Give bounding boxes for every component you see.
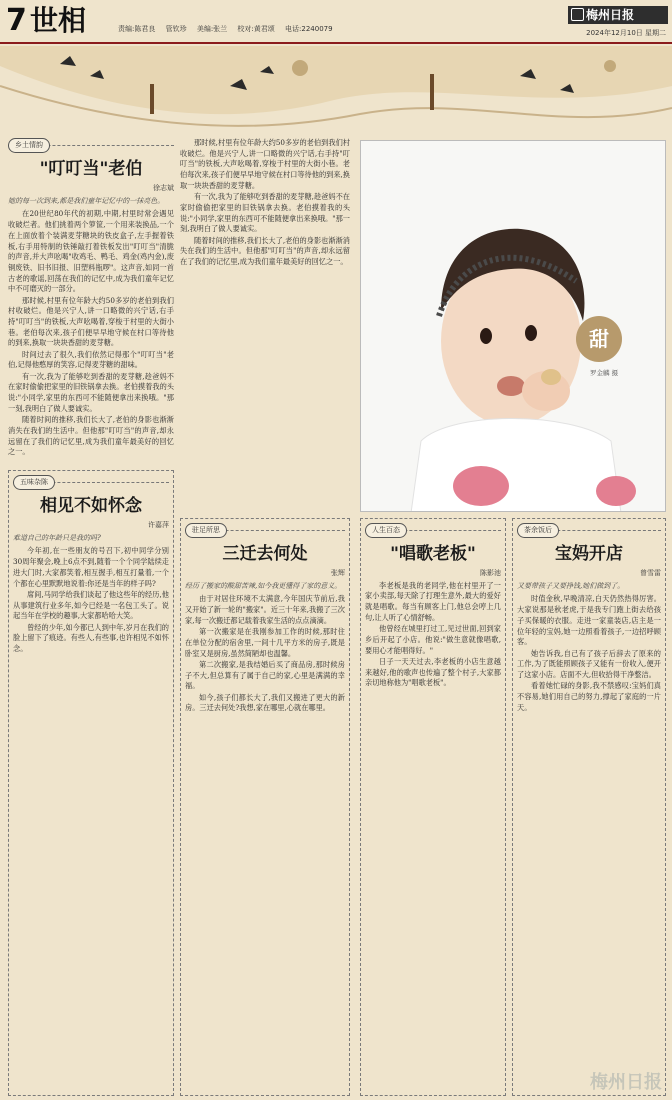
paper-name: 梅州日报 <box>586 8 635 22</box>
article-title: "唱歌老板" <box>390 544 476 564</box>
article-subnote: 又要带孩子又要挣钱,她们做到了。 <box>517 581 625 590</box>
article-mom-shop <box>512 518 666 1096</box>
paragraph: 有一次,我为了能够吃到香甜的麦芽糖,趁爸妈不在家时偷偷把家里的旧铁锅拿去换。老伯摸着我的头说:"小同学,家里的东西可不能随便拿出来换哦。"那一刻,我明白了做人要诚实。 <box>180 192 350 234</box>
paragraph: 曾经的少年,如今都已人到中年,岁月在我们的脸上留下了痕迹。有些人,有些事,也许相见不如怀念。 <box>13 622 169 653</box>
paragraph: 那时候,村里有位年龄大约50多岁的老伯到我们村收破烂。他是兴宁人,讲一口略微的兴宁话,右手持"叮叮当"的铁板,大声吆喝着,穿梭于村里的大街小巷。老伯每次来,孩子们便早早地守候在村口等待他的到来,换取一块块香甜的麦芽糖。 <box>180 138 350 190</box>
byline: 徐志斌 <box>153 184 174 192</box>
tag-line <box>13 475 169 489</box>
paragraph: 那时候,村里有位年龄大约50多岁的老伯到我们村收破烂。他是兴宁人,讲一口略微的兴宁话,右手持"叮叮当"的铁板,大声吆喝着,穿梭于村里的大街小巷。老伯每次来,孩子们便早早地守候在村口等待他的到来,换取一块块香甜的麦芽糖。 <box>8 295 174 348</box>
article-old-man-continued <box>180 138 350 468</box>
byline: 张辉 <box>331 569 345 577</box>
paragraph: 时值金秋,早晚清凉,白天仍然热得厉害。大家说那是秋老虎,于是我专门跑上街去给孩子买保暖的衣服。走进一家童装店,店主是一位年轻的宝妈,她一边照看着孩子,一边招呼顾客。 <box>517 594 661 647</box>
paragraph: 随着时间的推移,我们长大了,老伯的身影也渐渐消失在我们的生活中。但他那"叮叮当"的声音,却永远留在了我们的记忆里,成为我们童年最美好的回忆之一。 <box>8 415 174 457</box>
paragraph: 由于对居住环境不太满意,今年国庆节前后,我又开始了新一轮的"搬家"。近三十年来,我搬了三次家,每一次搬迁都记载着我家生活的点点滴滴。 <box>185 594 345 625</box>
paragraph: 日子一天天过去,李老板的小店生意越来越好,他的歌声也传遍了整个村子,大家都亲切地称他为"唱歌老板"。 <box>365 656 501 688</box>
paragraph: 随着时间的推移,我们长大了,老伯的身影也渐渐消失在我们的生活中。但他那"叮叮当"的声音,却永远留在了我们的记忆里,成为我们童年最美好的回忆之一。 <box>180 235 350 266</box>
paper-watermark: 梅州日报 <box>590 1072 662 1093</box>
article-subnote: 难道自己的年龄只是我的吗? <box>13 533 101 542</box>
article-title: 宝妈开店 <box>555 544 623 564</box>
article-subnote: 经历了搬家的酸甜苦辣,如今我更懂得了家的意义。 <box>185 581 342 590</box>
paragraph: 李老板是我的老同学,他在村里开了一家小卖部,每天除了打理生意外,最大的爱好就是唱歌。每当有顾客上门,他总会哼上几句,让人听了心情舒畅。 <box>365 580 501 622</box>
article-title: 三迁去何处 <box>222 544 308 564</box>
paragraph: 他曾经在城里打过工,见过世面,回到家乡后开起了小店。他说:"做生意就像唱歌,要用心才能唱得好。" <box>365 624 501 655</box>
photo-caption-badge: 甜 <box>576 316 622 362</box>
paragraph: 第一次搬家是在我刚参加工作的时候,那时住在单位分配的宿舍里,一间十几平方米的房子,既是卧室又是厨房,虽然简陋却也温馨。 <box>185 627 345 658</box>
credit-item: 校对:黄君颂 <box>237 25 275 33</box>
tag-line <box>8 138 174 152</box>
page-number: 7 <box>6 3 27 38</box>
column-tag: 驻足所思 <box>185 523 227 538</box>
publication-date: 2024年12月10日 星期二 <box>586 29 666 37</box>
masthead <box>0 0 672 44</box>
article-moving-home <box>180 518 350 1096</box>
paper-logo <box>568 6 668 24</box>
article-old-man <box>8 138 174 468</box>
byline: 许嘉萍 <box>148 521 169 529</box>
credit-item: 电话:2240079 <box>285 25 333 33</box>
paragraph: 她告诉我,自己有了孩子后辞去了原来的工作,为了既能照顾孩子又能有一份收入,便开了这家小店。店面不大,但收拾得干净整洁。 <box>517 648 661 679</box>
paragraph: 第二次搬家,是我结婚后买了商品房,那时候房子不大,但总算有了属于自己的家,心里是满满的幸福。 <box>185 659 345 691</box>
decorative-banner <box>0 46 672 136</box>
editor-credits <box>118 24 341 34</box>
credit-item: 美编:张兰 <box>196 25 228 33</box>
child-eating-illustration <box>361 141 666 512</box>
photo-credit: 罗金麟 摄 <box>590 369 619 377</box>
paragraph: 时间过去了很久,我们依然记得那个"叮叮当"老伯,记得他憨厚的笑容,记得麦芽糖的甜味。 <box>8 349 174 370</box>
article-title: "叮叮当"老伯 <box>39 159 143 179</box>
credit-item: 责编:陈君良 <box>118 25 156 33</box>
paragraph: 如今,孩子们都长大了,我们又搬进了更大的新房。三迁去何处?我想,家在哪里,心就在哪里。 <box>185 692 345 713</box>
article-reunion <box>8 470 174 1096</box>
byline: 陈影池 <box>480 569 501 577</box>
column-tag: 茶余饭后 <box>517 523 559 538</box>
paragraph: 席间,马同学给我们谈起了他这些年的经历,他从事建筑行业多年,如今已经是一名包工头了。说起当年在学校的趣事,大家都哈哈大笑。 <box>13 589 169 621</box>
tag-line <box>185 523 345 537</box>
section-title: 世相 <box>30 4 87 37</box>
article-singing-boss <box>360 518 506 1096</box>
logo-mark-icon <box>571 8 584 21</box>
paragraph: 今年初,在一些朋友的号召下,初中同学分别30周年聚会,晚上6点不到,随着一个个同学陆续走进大门时,大家都笑着,相互握手,相互打量着,一个个都在心里默默地说着:你还是当年的样子吗? <box>13 546 169 588</box>
paragraph: 在20世纪80年代的初期,中期,村里时常会遇见收破烂者。他们挑着两个箩筐,一个用来装换品,一个在上面放着个装满麦芽糖块的铁皮盒子,左手握着铁板,右手用特制的铁锤敲打着铁板发出"叮叮当"清脆的声音,并大声吆喝"收鸡毛、鸭毛、鸡金(鸡内金),废铜废铁、旧书旧报、旧塑料瓶啰"。这声音,如同一首古老的歌谣,回荡在我们的记忆中,成为我们童年记忆中不可磨灭的一部分。 <box>8 209 174 294</box>
byline: 曾雪雷 <box>640 569 661 577</box>
column-tag: 人生百态 <box>365 523 407 538</box>
credit-item: 管钦珍 <box>165 25 187 33</box>
paragraph: 看着她忙碌的身影,我不禁感叹:宝妈们真不容易,她们用自己的努力,撑起了家庭的一片天。 <box>517 681 661 712</box>
tag-line <box>365 523 501 537</box>
column-tag: 五味杂陈 <box>13 475 55 490</box>
article-subnote: 她的每一次到来,都是我们童年记忆中的一抹亮色。 <box>8 196 165 205</box>
column-tag: 乡土情韵 <box>8 138 50 153</box>
tag-line <box>517 523 661 537</box>
child-photo <box>360 140 666 512</box>
paragraph: 有一次,我为了能够吃到香甜的麦芽糖,趁爸妈不在家时偷偷把家里的旧铁锅拿去换。老伯摸着我的头说:"小同学,家里的东西可不能随便拿出来换哦。"那一刻,我明白了做人要诚实。 <box>8 371 174 413</box>
article-title: 相见不如怀念 <box>40 496 142 516</box>
